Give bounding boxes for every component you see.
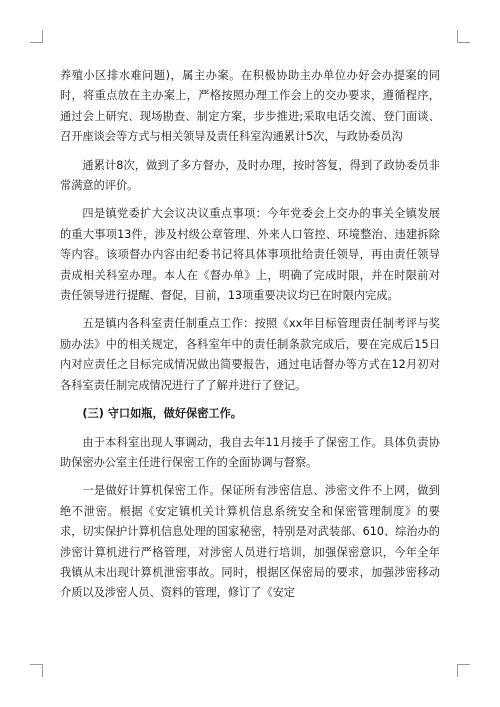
- paragraph: 五是镇内各科室责任制重点工作：按照《xx年目标管理责任制考评与奖励办法》中的相关规定，各科室年中的责任制条款完成后，要在完成后15日内对应责任之目标完成情况做出简要报告，通过电话督办等方式在12月初对各科室责任制完成情况进行了了解并进行了登记。: [60, 317, 440, 392]
- crop-mark-bottom-right: [457, 664, 470, 677]
- paragraph: 养殖小区排水难问题)，属主办案。在积极协助主办单位办好会办提案的同时，将重点放在主办案上，严格按照办理工作会上的交办要求，遵循程序，通过会上研究、现场勘查、制定方案，步步推进;采取电话交流、登门面谈、召开座谈会等方式与相关领导及责任科室沟通累计5次，与政协委员沟: [60, 69, 440, 144]
- paragraph: 一是做好计算机保密工作。保证所有涉密信息、涉密文件不上网，做到绝不泄密。根据《安定镇机关计算机信息系统安全和保密管理制度》的要求，切实保护计算机信息处理的国家秘密，特别是对武装部、610、综治办的涉密计算机进行严格管理，对涉密人员进行培训，加强保密意识，今年全年我镇从未出现计算机泄密事故。同时，根据区保密局的要求，加强涉密移动介质以及涉密人员、资料的管理，修订了《安定: [60, 484, 440, 600]
- crop-mark-top-right: [457, 30, 470, 43]
- paragraph: 通累计8次，做到了多方督办，及时办理，按时答复，得到了政协委员非常满意的评价。: [60, 158, 440, 193]
- section-heading: (三) 守口如瓶，做好保密工作。: [82, 407, 242, 421]
- crop-mark-top-left: [30, 30, 43, 43]
- paragraph: 由于本科室出现人事调动，我自去年11月接手了保密工作。具体负责协助保密办公室主任进行保密工作的全面协调与督察。: [60, 435, 440, 469]
- crop-mark-bottom-left: [30, 664, 43, 677]
- paragraph: 四是镇党委扩大会议决议重点事项：今年党委会上交办的事关全镇发展的重大事项13件，涉及村级公章管理、外来人口管控、环境整治、违建拆除等内容。该项督办内容由纪委书记将具体事项批给责任领导，再由责任领导责成相关科室办理。本人在《督办单》上，明确了完成时限，并在时限前对责任领导进行提醒、督促，目前，13项重要决议均已在时限内完成。: [60, 207, 440, 303]
- document-body: [60, 66, 440, 612]
